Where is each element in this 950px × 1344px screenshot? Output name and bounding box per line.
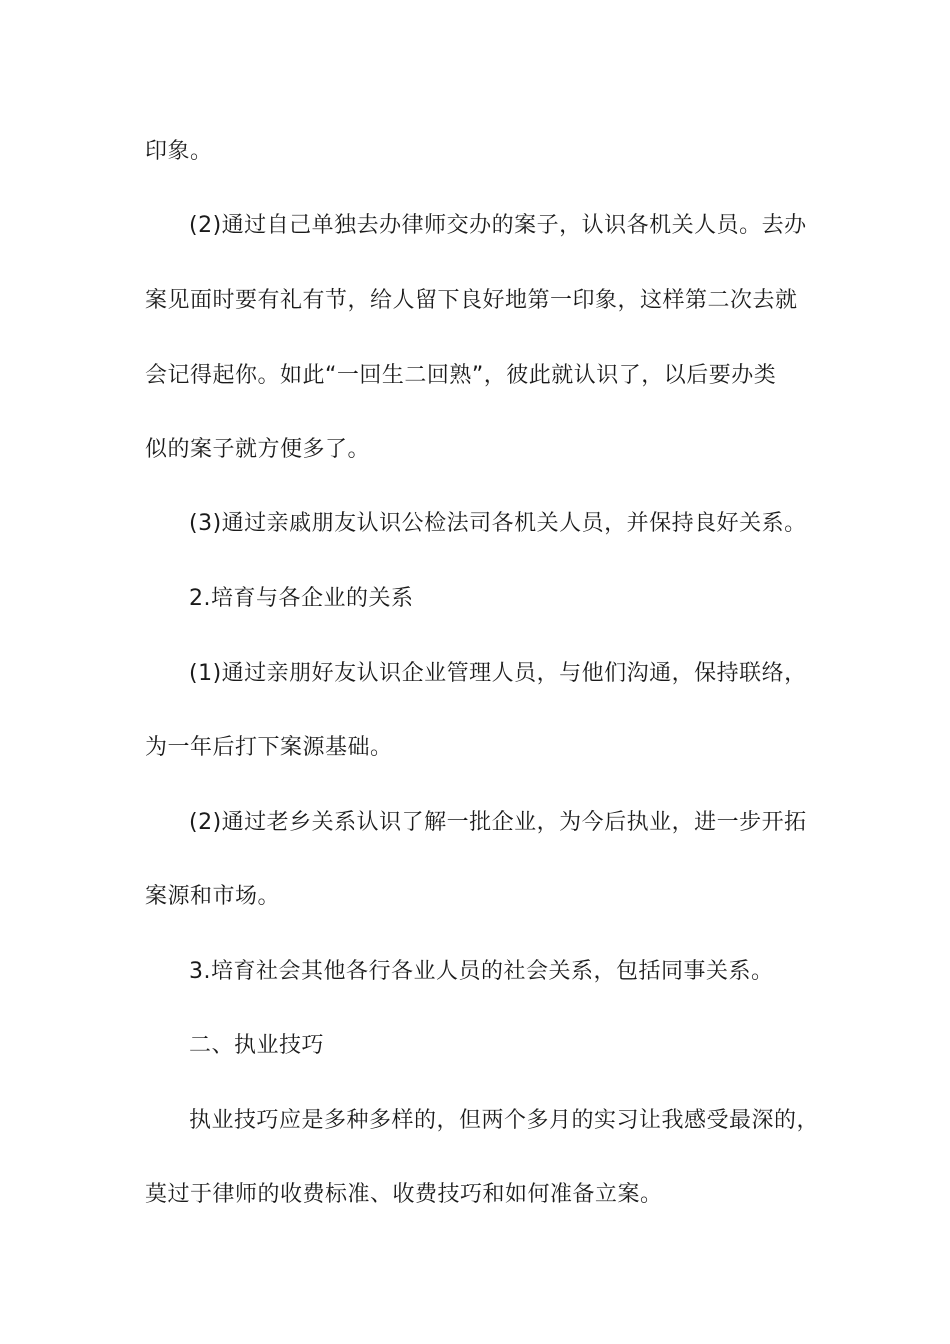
paragraph-line: 执业技巧应是多种多样的，但两个多月的实习让我感受最深的， bbox=[189, 1108, 820, 1133]
paragraph-line: (1)通过亲朋好友认识企业管理人员，与他们沟通，保持联络， bbox=[189, 661, 807, 686]
paragraph-line: (3)通过亲戚朋友认识公检法司各机关人员，并保持良好关系。 bbox=[189, 511, 807, 536]
text-line: 似的案子就方便多了。 bbox=[145, 437, 371, 462]
text-line: 为一年后打下案源基础。 bbox=[145, 735, 393, 760]
section-heading: 3.培育社会其他各行各业人员的社会关系，包括同事关系。 bbox=[189, 959, 774, 984]
text-line: 案见面时要有礼有节，给人留下良好地第一印象，这样第二次去就 bbox=[145, 288, 798, 313]
text-line: 莫过于律师的收费标准、收费技巧和如何准备立案。 bbox=[145, 1182, 663, 1207]
paragraph-line: (2)通过自己单独去办律师交办的案子，认识各机关人员。去办 bbox=[189, 213, 807, 238]
text-line: 印象。 bbox=[145, 139, 213, 164]
text-line: 案源和市场。 bbox=[145, 884, 281, 909]
paragraph-line: (2)通过老乡关系认识了解一批企业，为今后执业，进一步开拓 bbox=[189, 810, 807, 835]
section-heading: 2.培育与各企业的关系 bbox=[189, 586, 414, 611]
text-line: 会记得起你。如此“一回生二回熟”，彼此就认识了，以后要办类 bbox=[145, 363, 777, 388]
section-heading: 二、执业技巧 bbox=[189, 1033, 325, 1058]
